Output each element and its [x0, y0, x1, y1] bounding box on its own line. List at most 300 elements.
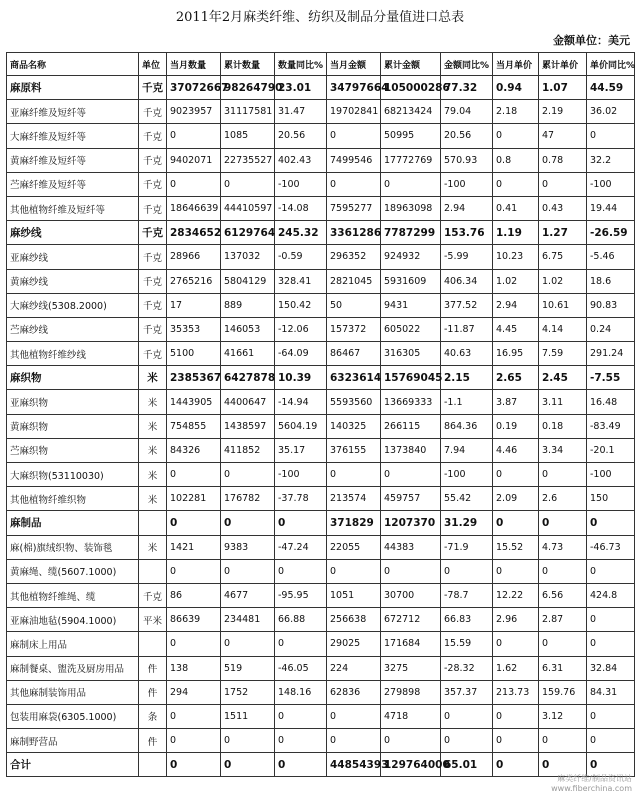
value-cell: 159.76 — [539, 680, 587, 704]
value-cell: 0 — [587, 124, 635, 148]
value-cell: 9023957 — [167, 100, 221, 124]
product-name-cell: 苎麻纤维及短纤等 — [7, 172, 139, 196]
unit-cell — [139, 559, 167, 583]
value-cell: 98264790 — [221, 76, 275, 100]
value-cell: 44.59 — [587, 76, 635, 100]
unit-cell: 千克 — [139, 583, 167, 607]
value-cell: 16.48 — [587, 390, 635, 414]
value-cell: 2765216 — [167, 269, 221, 293]
value-cell: 0.43 — [539, 196, 587, 220]
value-cell: 1.02 — [539, 269, 587, 293]
site-watermark — [551, 774, 632, 794]
table-row — [7, 729, 635, 753]
product-name-cell: 其他植物纤维及短纤等 — [7, 196, 139, 220]
product-name-cell: 麻制品 — [7, 511, 139, 535]
value-cell: 0 — [539, 632, 587, 656]
value-cell: 7787299 — [381, 221, 441, 245]
value-cell: 0 — [493, 729, 539, 753]
value-cell: 84.31 — [587, 680, 635, 704]
value-cell: 2.87 — [539, 608, 587, 632]
product-name-cell: 包装用麻袋(6305.1000) — [7, 704, 139, 728]
value-cell: 35353 — [167, 317, 221, 341]
value-cell: 0 — [221, 463, 275, 487]
value-cell: 4.45 — [493, 317, 539, 341]
value-cell: 44383 — [381, 535, 441, 559]
value-cell: 0 — [493, 463, 539, 487]
value-cell: 6.56 — [539, 583, 587, 607]
value-cell: 0 — [327, 463, 381, 487]
value-cell: 0 — [275, 559, 327, 583]
product-name-cell: 大麻纱线(5308.2000) — [7, 293, 139, 317]
value-cell: 570.93 — [441, 148, 493, 172]
value-cell: 1752 — [221, 680, 275, 704]
product-name-cell: 亚麻纤维及短纤等 — [7, 100, 139, 124]
value-cell: 23.01 — [275, 76, 327, 100]
table-row — [7, 414, 635, 438]
product-name-cell: 苎麻织物 — [7, 438, 139, 462]
value-cell: -46.73 — [587, 535, 635, 559]
value-cell: 0 — [493, 124, 539, 148]
table-row — [7, 680, 635, 704]
value-cell: 84326 — [167, 438, 221, 462]
value-cell: 0 — [167, 729, 221, 753]
unit-cell: 千克 — [139, 342, 167, 366]
unit-cell: 条 — [139, 704, 167, 728]
value-cell: 0 — [587, 729, 635, 753]
value-cell: 224 — [327, 656, 381, 680]
table-row — [7, 535, 635, 559]
table-row — [7, 293, 635, 317]
value-cell: 3.12 — [539, 704, 587, 728]
value-cell: 0 — [493, 559, 539, 583]
unit-cell — [139, 632, 167, 656]
value-cell: 22055 — [327, 535, 381, 559]
value-cell: 13669333 — [381, 390, 441, 414]
value-cell: 2.94 — [493, 293, 539, 317]
table-row — [7, 583, 635, 607]
value-cell: 0 — [493, 753, 539, 777]
value-cell: -28.32 — [441, 656, 493, 680]
value-cell: 6.31 — [539, 656, 587, 680]
value-cell: 519 — [221, 656, 275, 680]
value-cell: 35.17 — [275, 438, 327, 462]
table-row — [7, 438, 635, 462]
value-cell: 102281 — [167, 487, 221, 511]
value-cell: 10.61 — [539, 293, 587, 317]
unit-cell: 千克 — [139, 124, 167, 148]
value-cell: 0 — [539, 511, 587, 535]
value-cell: 28966 — [167, 245, 221, 269]
product-name-cell: 麻织物 — [7, 366, 139, 390]
header-cell: 累计金额 — [381, 53, 441, 76]
value-cell: 0 — [493, 511, 539, 535]
value-cell: 0 — [167, 559, 221, 583]
table-row — [7, 148, 635, 172]
product-name-cell: 黄麻纱线 — [7, 269, 139, 293]
value-cell: 4.14 — [539, 317, 587, 341]
value-cell: 0 — [441, 559, 493, 583]
value-cell: -64.09 — [275, 342, 327, 366]
value-cell: -0.59 — [275, 245, 327, 269]
unit-cell: 米 — [139, 366, 167, 390]
unit-cell: 米 — [139, 414, 167, 438]
value-cell: 5593560 — [327, 390, 381, 414]
unit-cell: 千克 — [139, 196, 167, 220]
value-cell: 3.34 — [539, 438, 587, 462]
currency-unit-label: 金额单位：美元 — [553, 34, 630, 47]
product-name-cell: 大麻纤维及短纤等 — [7, 124, 139, 148]
value-cell: 86639 — [167, 608, 221, 632]
value-cell: 50995 — [381, 124, 441, 148]
value-cell: 6129764 — [221, 221, 275, 245]
value-cell: -14.94 — [275, 390, 327, 414]
value-cell: 1051 — [327, 583, 381, 607]
value-cell: -71.9 — [441, 535, 493, 559]
value-cell: 0 — [167, 124, 221, 148]
value-cell: 15.59 — [441, 632, 493, 656]
product-name-cell: 麻(棉)旗绒织物、装饰毯 — [7, 535, 139, 559]
table-row — [7, 559, 635, 583]
value-cell: 459757 — [381, 487, 441, 511]
value-cell: 66.83 — [441, 608, 493, 632]
value-cell: 0 — [167, 463, 221, 487]
value-cell: 1085 — [221, 124, 275, 148]
value-cell: 0 — [587, 704, 635, 728]
value-cell: 5604.19 — [275, 414, 327, 438]
value-cell: 20.56 — [275, 124, 327, 148]
value-cell: 3361286 — [327, 221, 381, 245]
value-cell: 0 — [441, 704, 493, 728]
product-name-cell: 麻原料 — [7, 76, 139, 100]
value-cell: 50 — [327, 293, 381, 317]
value-cell: -100 — [587, 172, 635, 196]
value-cell: 1.02 — [493, 269, 539, 293]
value-cell: 0.18 — [539, 414, 587, 438]
table-row — [7, 366, 635, 390]
value-cell: 924932 — [381, 245, 441, 269]
header-cell: 当月单价 — [493, 53, 539, 76]
value-cell: 0 — [327, 124, 381, 148]
value-cell: 754855 — [167, 414, 221, 438]
value-cell: 10.39 — [275, 366, 327, 390]
value-cell: 0 — [441, 729, 493, 753]
value-cell: 328.41 — [275, 269, 327, 293]
product-name-cell: 麻纱线 — [7, 221, 139, 245]
unit-cell — [139, 753, 167, 777]
value-cell: 90.83 — [587, 293, 635, 317]
value-cell: 0 — [539, 753, 587, 777]
value-cell: -14.08 — [275, 196, 327, 220]
value-cell: 424.8 — [587, 583, 635, 607]
value-cell: 4677 — [221, 583, 275, 607]
value-cell: 5931609 — [381, 269, 441, 293]
value-cell: 7.59 — [539, 342, 587, 366]
value-cell: 6427878 — [221, 366, 275, 390]
product-name-cell: 麻制床上用品 — [7, 632, 139, 656]
value-cell: 1.27 — [539, 221, 587, 245]
value-cell: 1.62 — [493, 656, 539, 680]
value-cell: 0.41 — [493, 196, 539, 220]
product-name-cell: 合计 — [7, 753, 139, 777]
product-name-cell: 其他麻制装饰用品 — [7, 680, 139, 704]
watermark-line: 麻类纤维/制品资讯站 — [557, 774, 632, 783]
value-cell: 157372 — [327, 317, 381, 341]
value-cell: 0 — [275, 511, 327, 535]
value-cell: 1438597 — [221, 414, 275, 438]
value-cell: 32.84 — [587, 656, 635, 680]
value-cell: -12.06 — [275, 317, 327, 341]
product-name-cell: 亚麻油地毡(5904.1000) — [7, 608, 139, 632]
unit-cell: 米 — [139, 535, 167, 559]
value-cell: 0 — [167, 704, 221, 728]
value-cell: 6323614 — [327, 366, 381, 390]
value-cell: 0 — [587, 753, 635, 777]
value-cell: 47 — [539, 124, 587, 148]
value-cell: 36.02 — [587, 100, 635, 124]
value-cell: 294 — [167, 680, 221, 704]
table-row — [7, 511, 635, 535]
value-cell: 0 — [587, 511, 635, 535]
value-cell: 0 — [539, 729, 587, 753]
value-cell: 18646639 — [167, 196, 221, 220]
value-cell: -11.87 — [441, 317, 493, 341]
value-cell: 3.87 — [493, 390, 539, 414]
value-cell: 7595277 — [327, 196, 381, 220]
value-cell: 0 — [275, 704, 327, 728]
value-cell: 406.34 — [441, 269, 493, 293]
value-cell: 41661 — [221, 342, 275, 366]
value-cell: 79.04 — [441, 100, 493, 124]
value-cell: 672712 — [381, 608, 441, 632]
value-cell: 18963098 — [381, 196, 441, 220]
product-name-cell: 其他植物纤维绳、缆 — [7, 583, 139, 607]
table-row — [7, 196, 635, 220]
unit-cell: 件 — [139, 729, 167, 753]
value-cell: 31117581 — [221, 100, 275, 124]
value-cell: 2.94 — [441, 196, 493, 220]
value-cell: 40.63 — [441, 342, 493, 366]
value-cell: 245.32 — [275, 221, 327, 245]
value-cell: 20.56 — [441, 124, 493, 148]
value-cell: 4718 — [381, 704, 441, 728]
value-cell: 32.2 — [587, 148, 635, 172]
value-cell: -100 — [441, 463, 493, 487]
value-cell: 2.45 — [539, 366, 587, 390]
value-cell: 291.24 — [587, 342, 635, 366]
value-cell: 150.42 — [275, 293, 327, 317]
table-body — [7, 53, 635, 777]
header-cell: 单价同比% — [587, 53, 635, 76]
unit-cell: 米 — [139, 487, 167, 511]
value-cell: -26.59 — [587, 221, 635, 245]
product-name-cell: 麻制餐桌、盥洗及厨房用品 — [7, 656, 139, 680]
unit-cell — [139, 511, 167, 535]
value-cell: 0.19 — [493, 414, 539, 438]
table-row — [7, 269, 635, 293]
header-cell: 当月金额 — [327, 53, 381, 76]
value-cell: 31.29 — [441, 511, 493, 535]
unit-cell: 件 — [139, 680, 167, 704]
value-cell: 68213424 — [381, 100, 441, 124]
value-cell: -5.99 — [441, 245, 493, 269]
value-cell: 0 — [327, 559, 381, 583]
value-cell: 146053 — [221, 317, 275, 341]
value-cell: 0 — [493, 704, 539, 728]
value-cell: 19.44 — [587, 196, 635, 220]
table-row — [7, 632, 635, 656]
value-cell: 148.16 — [275, 680, 327, 704]
value-cell: 129764000 — [381, 753, 441, 777]
table-row — [7, 390, 635, 414]
value-cell: 2.15 — [441, 366, 493, 390]
value-cell: 30700 — [381, 583, 441, 607]
value-cell: 266115 — [381, 414, 441, 438]
value-cell: 0 — [221, 559, 275, 583]
table-row — [7, 463, 635, 487]
value-cell: -5.46 — [587, 245, 635, 269]
value-cell: 1207370 — [381, 511, 441, 535]
value-cell: 0 — [381, 463, 441, 487]
value-cell: 140325 — [327, 414, 381, 438]
value-cell: 0.94 — [493, 76, 539, 100]
value-cell: 0 — [539, 172, 587, 196]
table-header-row — [7, 53, 635, 76]
value-cell: 86467 — [327, 342, 381, 366]
value-cell: 371829 — [327, 511, 381, 535]
value-cell: 0 — [167, 632, 221, 656]
value-cell: 0 — [381, 729, 441, 753]
table-row — [7, 76, 635, 100]
value-cell: 62836 — [327, 680, 381, 704]
unit-cell: 千克 — [139, 293, 167, 317]
value-cell: 2.18 — [493, 100, 539, 124]
value-cell: 0 — [587, 632, 635, 656]
table-row — [7, 245, 635, 269]
value-cell: 376155 — [327, 438, 381, 462]
report-title: 2011年2月麻类纤维、纺织及制品分量值进口总表 — [175, 10, 465, 25]
value-cell: 0 — [221, 632, 275, 656]
unit-cell: 千克 — [139, 172, 167, 196]
watermark-line: www.fiberchina.com — [551, 784, 632, 793]
value-cell: 9383 — [221, 535, 275, 559]
value-cell: 0 — [275, 753, 327, 777]
value-cell: 0 — [327, 704, 381, 728]
value-cell: 0.8 — [493, 148, 539, 172]
value-cell: 19702841 — [327, 100, 381, 124]
value-cell: 1511 — [221, 704, 275, 728]
value-cell: 0 — [221, 753, 275, 777]
value-cell: 213.73 — [493, 680, 539, 704]
value-cell: 15769045 — [381, 366, 441, 390]
value-cell: 65.01 — [441, 753, 493, 777]
value-cell: 0 — [539, 463, 587, 487]
value-cell: -37.78 — [275, 487, 327, 511]
value-cell: -100 — [275, 463, 327, 487]
value-cell: 18.6 — [587, 269, 635, 293]
value-cell: 0 — [167, 172, 221, 196]
value-cell: 7499546 — [327, 148, 381, 172]
value-cell: 296352 — [327, 245, 381, 269]
value-cell: 37072667 — [167, 76, 221, 100]
table-row — [7, 656, 635, 680]
product-name-cell: 亚麻纱线 — [7, 245, 139, 269]
value-cell: 2.6 — [539, 487, 587, 511]
value-cell: -7.55 — [587, 366, 635, 390]
value-cell: 86 — [167, 583, 221, 607]
value-cell: 2821045 — [327, 269, 381, 293]
value-cell: 256638 — [327, 608, 381, 632]
value-cell: -100 — [275, 172, 327, 196]
value-cell: 0 — [221, 511, 275, 535]
header-cell: 当月数量 — [167, 53, 221, 76]
value-cell: 2385367 — [167, 366, 221, 390]
value-cell: 316305 — [381, 342, 441, 366]
value-cell: 2.09 — [493, 487, 539, 511]
value-cell: -95.95 — [275, 583, 327, 607]
value-cell: -100 — [587, 463, 635, 487]
value-cell: 22735527 — [221, 148, 275, 172]
value-cell: 2834652 — [167, 221, 221, 245]
product-name-cell: 麻制野营品 — [7, 729, 139, 753]
value-cell: 9402071 — [167, 148, 221, 172]
value-cell: -83.49 — [587, 414, 635, 438]
value-cell: 44410597 — [221, 196, 275, 220]
value-cell: 605022 — [381, 317, 441, 341]
header-cell: 累计单价 — [539, 53, 587, 76]
value-cell: 150 — [587, 487, 635, 511]
value-cell: 16.95 — [493, 342, 539, 366]
unit-cell: 千克 — [139, 269, 167, 293]
value-cell: 7.94 — [441, 438, 493, 462]
value-cell: 1443905 — [167, 390, 221, 414]
product-name-cell: 其他植物纤维纱线 — [7, 342, 139, 366]
value-cell: 1.19 — [493, 221, 539, 245]
value-cell: 0 — [221, 172, 275, 196]
value-cell: 0 — [493, 172, 539, 196]
product-name-cell: 其他植物纤维织物 — [7, 487, 139, 511]
value-cell: 44854393 — [327, 753, 381, 777]
unit-cell: 千克 — [139, 100, 167, 124]
value-cell: 0 — [275, 729, 327, 753]
table-row — [7, 704, 635, 728]
table-row — [7, 487, 635, 511]
import-summary-table — [6, 52, 635, 777]
value-cell: 234481 — [221, 608, 275, 632]
unit-cell: 千克 — [139, 245, 167, 269]
value-cell: 213574 — [327, 487, 381, 511]
value-cell: -47.24 — [275, 535, 327, 559]
value-cell: 0.24 — [587, 317, 635, 341]
header-cell: 累计数量 — [221, 53, 275, 76]
value-cell: 0 — [381, 172, 441, 196]
value-cell: 0 — [167, 511, 221, 535]
product-name-cell: 黄麻织物 — [7, 414, 139, 438]
value-cell: 0 — [493, 632, 539, 656]
value-cell: -1.1 — [441, 390, 493, 414]
value-cell: 0 — [381, 559, 441, 583]
table-row — [7, 317, 635, 341]
value-cell: 55.42 — [441, 487, 493, 511]
unit-cell: 件 — [139, 656, 167, 680]
value-cell: 153.76 — [441, 221, 493, 245]
value-cell: 31.47 — [275, 100, 327, 124]
value-cell: 3.11 — [539, 390, 587, 414]
value-cell: 34797664 — [327, 76, 381, 100]
value-cell: 6.75 — [539, 245, 587, 269]
unit-cell: 千克 — [139, 148, 167, 172]
value-cell: 10.23 — [493, 245, 539, 269]
currency-unit-note — [553, 32, 630, 48]
